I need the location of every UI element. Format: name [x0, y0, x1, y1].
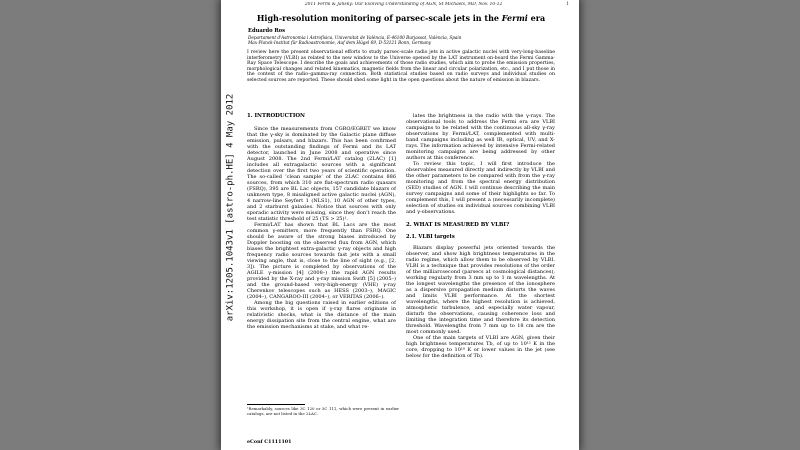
paper-title-pre: High-resolution monitoring of parsec-scale jets in the	[256, 13, 502, 23]
paper-title	[247, 14, 555, 23]
author-name: Eduardo Ros	[248, 28, 286, 34]
subsection-heading-vlbi-targets: 2.1. VLBI targets	[406, 233, 455, 240]
footnote-rule	[247, 404, 305, 405]
section-heading-introduction: 1. INTRODUCTION	[247, 113, 305, 119]
paragraph: To review this topic, I will first introduce the observables measured directly and indirectly by VLBI and the other parameters to be compared with from the γ-ray monitoring and from the spectral energy distribution (SED) studies of AGN. I will continue describing the main survey campaigns and some of their highlights so far. To complement this, I will present a (necessarily incomplete) selection of studies on individual sources combining VLBI and γ-observations.	[406, 161, 555, 215]
paragraph: Among the big questions raised in earlier editions of this workshop, it is open if γ-ray flares originate in relativistic shocks, what is the distance of the main energy dissipation site from the central engine, what are the emission mechanisms at stake, and what re-	[247, 299, 396, 330]
running-header	[247, 2, 569, 7]
section-heading-vlbi: 2. WHAT IS MEASURED BY VLBI?	[406, 222, 510, 228]
paragraph: Blazars display powerful jets oriented towards the observer, and show high brightness temperatures in the radio regime, which allow them to be observed by VLBI. VLBI is a technique that provides resolutions of the order of the milliarcsecond (parsecs at cosmological distances), working regularly from 3 mm up to 1 m wavelengths. At the longest wavelengths the presence of the ionosphere as a dispersive propagation medium distorts the waves and limits VLBI performance. At the shortest wavelengths, where the highest resolution is achieved, atmospheric turbulence, and especially water vapour, disturb the observations, causing coherence loss and limiting the integration time and therefore its detection threshold. Wavelengths from 7 mm up to 18 cm are the most commonly used.	[406, 244, 555, 335]
left-column	[247, 113, 396, 401]
two-column-body	[247, 113, 555, 401]
paper-page	[221, 0, 579, 450]
page-number: 1	[566, 2, 569, 7]
running-header-text: 2011 Fermi & Jansky: Our Evolving Understanding of AGN, St Michaels, MD, Nov. 10-12	[304, 2, 503, 7]
right-column	[406, 113, 555, 401]
paragraph: One of the main targets of VLBI are AGN, given their high brightness temperatures Tb, of up to 10¹² K in the core, dropping to 10¹⁰ K or lower values in the jet (see below for the definition of Tb).	[406, 334, 555, 359]
paper-title-italic: Fermi	[501, 13, 528, 23]
footnote: ¹Remarkably, sources like 3C 120 or 3C 111, which were present in earlier catalogs, are not listed in the 2LAC.	[247, 406, 399, 416]
paragraph: lates the brightness in the radio with the γ-rays. The observational tools to address the Fermi era are VLBI campaigns to be related with the continuous all-sky γ-ray observations by Fermi/LAT, complemented with multi-band campaigns including as well IR, optical, UV, and X-rays. The information achieved by intensive Fermi-related monitoring campaigns are being addressed by other authors at this conference.	[406, 113, 555, 161]
paragraph: Since the measurements from CGRO/EGRET we know that the γ-sky is dominated by the Galactic plane diffuse emission, pulsars, and blazars. This has been confirmed with the outstanding findings of Fermi and its LAT detector, launched in June 2008 and operative since August 2008. The 2nd Fermi/LAT catalog (2LAC) [1] includes all extragalactic sources with a significant detection over the first two years of scientific operation. The so-called ‘clean sample’ of the 2LAC contains 886 sources, from which 310 are flat-spectrum radio quasars (FSRQ), 395 are BL Lac objects, 157 candidate blazars of unknown type, 8 misaligned active galactic nuclei (AGN), 4 narrow-line Seyfert 1 (NLS1), 10 AGN of other types, and 2 starburst galaxies. Notice that sources with only sporadic activity were missing, since they don’t reach the test statistic threshold of 25 (TS > 25)¹.	[247, 125, 396, 222]
paragraph: Fermi/LAT has shown that BL Lacs are the most common γ-emitters, more frequently than FSRQ. One should be aware of the strong biases introduced by Doppler boosting on the observed flux from AGN, which biases the brightest extra-galactic γ-ray objects and high frequency radio sources towards fast jets with a small viewing angle, that is, close to the line of sight (e.g., [2, 3]). The picture is completed by observations of the AGILE γ-mission [4] (2008–) the rapid AGN results provided by the X-ray and γ-ray mission Swift [5] (2005–) and the ground-based very-high-energy (VHE) γ-ray Cherenkov telescopes such as HESS (2003–), MAGIC (2004–), CANGAROO-III (2004–), or VERITAS (2006–).	[247, 221, 396, 300]
page-footer: eConf C1111101	[247, 439, 292, 445]
affiliation-1: Departament d'Astronomia i Astrofísica, Universitat de València, E-46100 Burjassot, València, Spain	[248, 35, 462, 40]
abstract: I review here the present observational efforts to study parsec-scale radio jets in active galactic nuclei with very-long-baseline interferometry (VLBI) as related to the new window to the Universe opened by the LAT instrument on-board the Fermi Gamma-Ray Space Telescope. I describe the goals and achievements of those radio studies, which aim to probe the emission properties, morphological changes and related kinematics, magnetic fields from the linear and circular polarization, etc., and I put those in the context of the radio–gamma-ray connection. Both statistical studies based on radio surveys and individual studies on selected sources are reported. These should shed some light in the open questions about the nature of emission in blazars.	[247, 50, 555, 83]
affiliation-2: Max-Planck-Institut für Radioastronomie, Auf dem Hügel 69, D-53121 Bonn, Germany	[248, 40, 432, 45]
arxiv-watermark-text: arXiv:1205.1043v1 [astro-ph.HE] 4 May 2012	[225, 93, 236, 322]
paper-title-post: era	[527, 13, 546, 23]
arxiv-watermark	[226, 88, 237, 328]
